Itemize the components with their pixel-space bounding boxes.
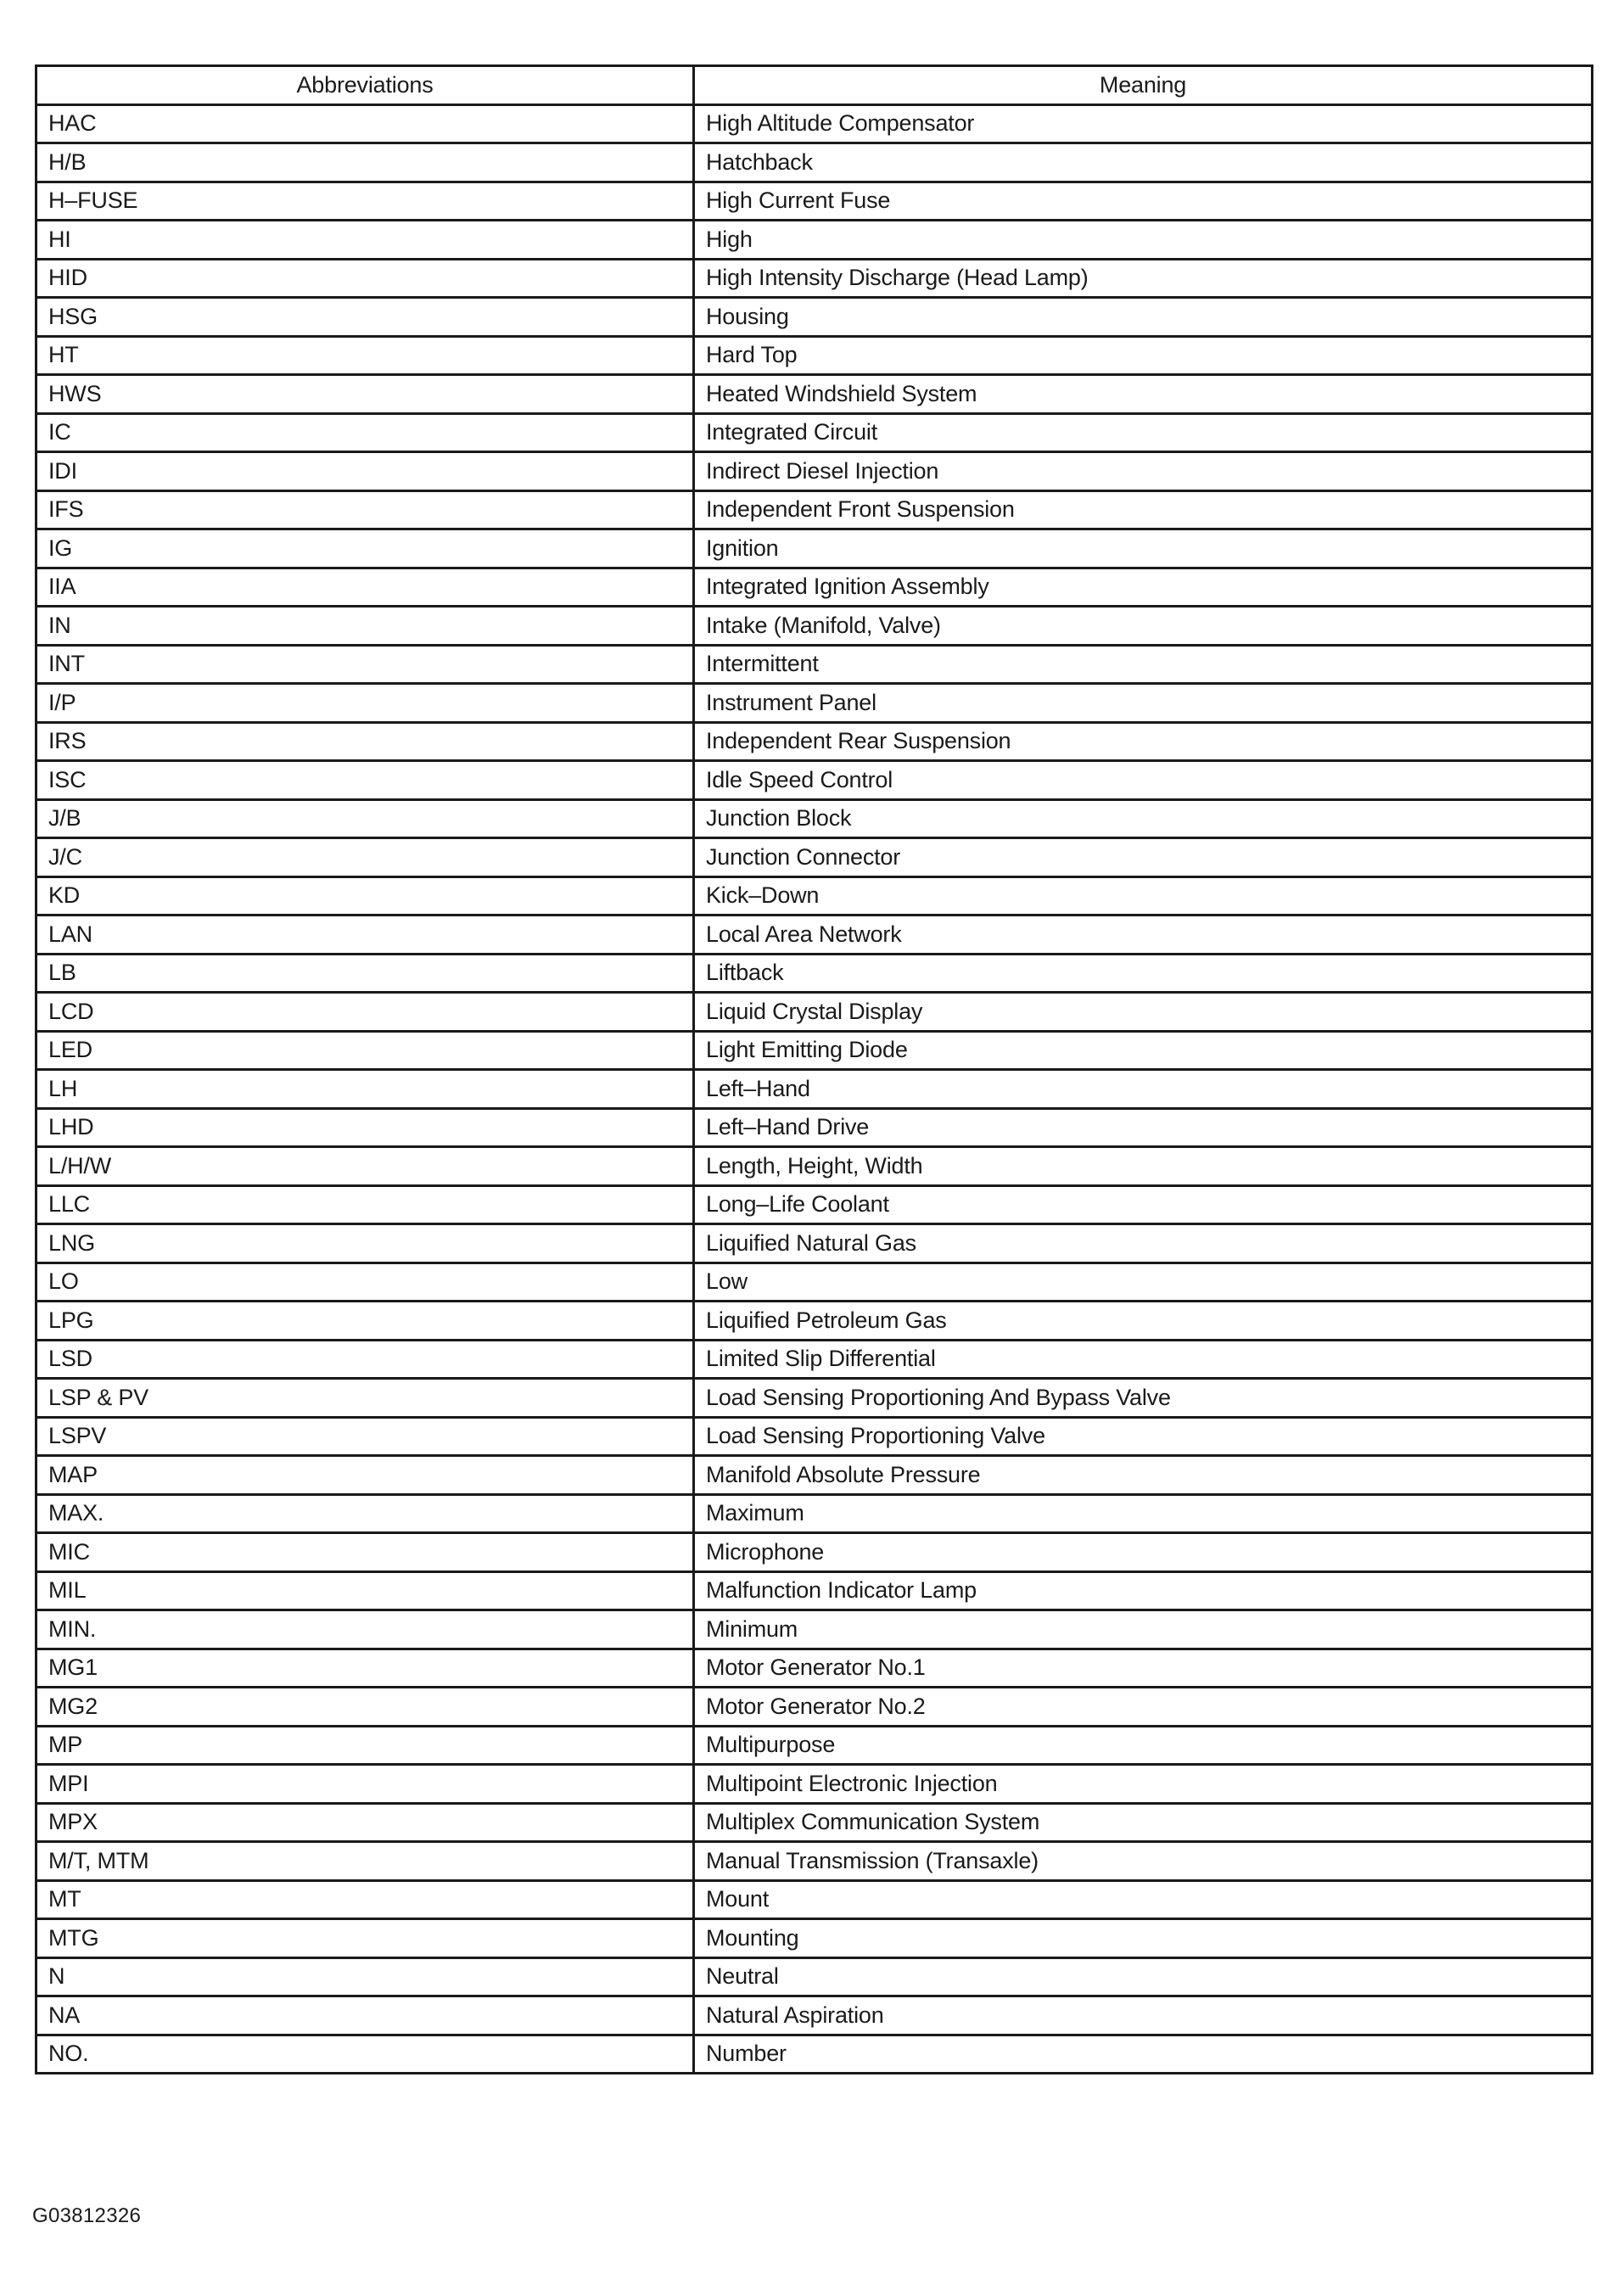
abbreviation-cell: H/B — [36, 143, 694, 182]
meaning-cell: Load Sensing Proportioning Valve — [694, 1417, 1593, 1456]
meaning-cell: Malfunction Indicator Lamp — [694, 1571, 1593, 1610]
meaning-cell: Liquified Petroleum Gas — [694, 1302, 1593, 1341]
abbreviation-cell: ISC — [36, 761, 694, 800]
abbreviation-cell: KD — [36, 876, 694, 915]
abbreviation-cell: INT — [36, 645, 694, 684]
table-header-row — [36, 66, 1593, 105]
meaning-cell: Independent Front Suspension — [694, 490, 1593, 529]
meaning-cell: Motor Generator No.2 — [694, 1688, 1593, 1727]
meaning-cell: Long–Life Coolant — [694, 1185, 1593, 1224]
table-row — [36, 1765, 1593, 1804]
abbreviation-cell: HSG — [36, 298, 694, 337]
meaning-cell: Natural Aspiration — [694, 1996, 1593, 2035]
meaning-cell: Idle Speed Control — [694, 761, 1593, 800]
table-body — [36, 104, 1593, 2074]
abbreviation-cell: IN — [36, 607, 694, 646]
meaning-cell: Liquid Crystal Display — [694, 993, 1593, 1032]
meaning-cell: Light Emitting Diode — [694, 1031, 1593, 1070]
table-row — [36, 799, 1593, 838]
meaning-cell: Junction Connector — [694, 838, 1593, 877]
table-row — [36, 490, 1593, 529]
column-header-meaning: Meaning — [694, 66, 1593, 105]
meaning-cell: Independent Rear Suspension — [694, 722, 1593, 761]
table-row — [36, 1340, 1593, 1379]
meaning-cell: Local Area Network — [694, 915, 1593, 955]
meaning-cell: Motor Generator No.1 — [694, 1649, 1593, 1688]
table-row — [36, 954, 1593, 993]
abbreviation-cell: J/B — [36, 799, 694, 838]
meaning-cell: Housing — [694, 298, 1593, 337]
table-row — [36, 182, 1593, 221]
meaning-cell: Left–Hand — [694, 1070, 1593, 1109]
table-row — [36, 761, 1593, 800]
table-row — [36, 1957, 1593, 1996]
meaning-cell: Integrated Ignition Assembly — [694, 568, 1593, 607]
table-row — [36, 298, 1593, 337]
table-row — [36, 221, 1593, 260]
abbreviation-cell: HI — [36, 221, 694, 260]
meaning-cell: Indirect Diesel Injection — [694, 452, 1593, 491]
table-row — [36, 568, 1593, 607]
abbreviation-cell: H–FUSE — [36, 182, 694, 221]
meaning-cell: High — [694, 221, 1593, 260]
meaning-cell: High Altitude Compensator — [694, 104, 1593, 143]
abbreviation-cell: MAP — [36, 1456, 694, 1495]
meaning-cell: Junction Block — [694, 799, 1593, 838]
meaning-cell: Multiplex Communication System — [694, 1803, 1593, 1842]
abbreviation-cell: MAX. — [36, 1494, 694, 1533]
abbreviation-cell: LCD — [36, 993, 694, 1032]
abbreviation-cell: LAN — [36, 915, 694, 955]
abbreviation-cell: MP — [36, 1726, 694, 1765]
meaning-cell: Left–Hand Drive — [694, 1108, 1593, 1147]
table-row — [36, 1494, 1593, 1533]
meaning-cell: Hard Top — [694, 336, 1593, 375]
table-row — [36, 1417, 1593, 1456]
abbreviation-cell: I/P — [36, 684, 694, 723]
table-row — [36, 1919, 1593, 1958]
meaning-cell: Liquified Natural Gas — [694, 1224, 1593, 1263]
abbreviation-cell: NO. — [36, 2035, 694, 2074]
table-row — [36, 1610, 1593, 1649]
table-row — [36, 1571, 1593, 1610]
abbreviation-cell: LSD — [36, 1340, 694, 1379]
table-row — [36, 838, 1593, 877]
column-header-abbreviations: Abbreviations — [36, 66, 694, 105]
abbreviation-cell: HID — [36, 259, 694, 298]
meaning-cell: Number — [694, 2035, 1593, 2074]
meaning-cell: Limited Slip Differential — [694, 1340, 1593, 1379]
table-row — [36, 1803, 1593, 1842]
abbreviation-cell: LPG — [36, 1302, 694, 1341]
meaning-cell: Mounting — [694, 1919, 1593, 1958]
table-row — [36, 1996, 1593, 2035]
table-row — [36, 876, 1593, 915]
table-row — [36, 722, 1593, 761]
table-row — [36, 259, 1593, 298]
abbreviation-cell: MPI — [36, 1765, 694, 1804]
abbreviation-cell: LSP & PV — [36, 1379, 694, 1418]
abbreviation-cell: HWS — [36, 375, 694, 414]
abbreviation-cell: LHD — [36, 1108, 694, 1147]
abbreviation-cell: L/H/W — [36, 1147, 694, 1186]
table-row — [36, 104, 1593, 143]
abbreviation-cell: LLC — [36, 1185, 694, 1224]
meaning-cell: High Current Fuse — [694, 182, 1593, 221]
abbreviation-cell: M/T, MTM — [36, 1842, 694, 1881]
meaning-cell: Manifold Absolute Pressure — [694, 1456, 1593, 1495]
meaning-cell: Heated Windshield System — [694, 375, 1593, 414]
table-row — [36, 1456, 1593, 1495]
table-row — [36, 452, 1593, 491]
meaning-cell: Microphone — [694, 1533, 1593, 1572]
meaning-cell: Low — [694, 1263, 1593, 1302]
meaning-cell: High Intensity Discharge (Head Lamp) — [694, 259, 1593, 298]
abbreviation-cell: MPX — [36, 1803, 694, 1842]
table-row — [36, 1649, 1593, 1688]
abbreviation-cell: MT — [36, 1880, 694, 1919]
abbreviation-cell: MG2 — [36, 1688, 694, 1727]
abbreviation-cell: IRS — [36, 722, 694, 761]
abbreviation-cell: MIN. — [36, 1610, 694, 1649]
table-row — [36, 1533, 1593, 1572]
table-row — [36, 1688, 1593, 1727]
abbreviation-cell: MTG — [36, 1919, 694, 1958]
table-row — [36, 1147, 1593, 1186]
table-row — [36, 1224, 1593, 1263]
abbreviation-cell: MIC — [36, 1533, 694, 1572]
table-row — [36, 645, 1593, 684]
meaning-cell: Multipurpose — [694, 1726, 1593, 1765]
meaning-cell: Minimum — [694, 1610, 1593, 1649]
figure-code: G03812326 — [32, 2204, 142, 2227]
meaning-cell: Neutral — [694, 1957, 1593, 1996]
table-row — [36, 915, 1593, 955]
meaning-cell: Liftback — [694, 954, 1593, 993]
abbreviation-cell: LB — [36, 954, 694, 993]
table-row — [36, 529, 1593, 568]
meaning-cell: Instrument Panel — [694, 684, 1593, 723]
abbreviation-cell: LNG — [36, 1224, 694, 1263]
meaning-cell: Integrated Circuit — [694, 413, 1593, 452]
abbreviations-table — [35, 64, 1593, 2074]
abbreviation-cell: IG — [36, 529, 694, 568]
table-row — [36, 684, 1593, 723]
table-row — [36, 1726, 1593, 1765]
table-row — [36, 1070, 1593, 1109]
meaning-cell: Multipoint Electronic Injection — [694, 1765, 1593, 1804]
table-row — [36, 1031, 1593, 1070]
abbreviation-cell: LED — [36, 1031, 694, 1070]
table-row — [36, 1842, 1593, 1881]
table-row — [36, 375, 1593, 414]
meaning-cell: Hatchback — [694, 143, 1593, 182]
meaning-cell: Kick–Down — [694, 876, 1593, 915]
table-row — [36, 1302, 1593, 1341]
table-row — [36, 607, 1593, 646]
table-row — [36, 143, 1593, 182]
meaning-cell: Ignition — [694, 529, 1593, 568]
table-row — [36, 1379, 1593, 1418]
table-row — [36, 1185, 1593, 1224]
table-row — [36, 1880, 1593, 1919]
meaning-cell: Mount — [694, 1880, 1593, 1919]
table-row — [36, 1263, 1593, 1302]
abbreviation-cell: NA — [36, 1996, 694, 2035]
abbreviation-cell: MG1 — [36, 1649, 694, 1688]
abbreviation-cell: IIA — [36, 568, 694, 607]
abbreviation-cell: J/C — [36, 838, 694, 877]
meaning-cell: Maximum — [694, 1494, 1593, 1533]
table-row — [36, 336, 1593, 375]
abbreviation-cell: LSPV — [36, 1417, 694, 1456]
abbreviation-cell: IDI — [36, 452, 694, 491]
meaning-cell: Load Sensing Proportioning And Bypass Valve — [694, 1379, 1593, 1418]
abbreviation-cell: LH — [36, 1070, 694, 1109]
abbreviation-cell: HT — [36, 336, 694, 375]
abbreviation-cell: IC — [36, 413, 694, 452]
abbreviation-cell: LO — [36, 1263, 694, 1302]
abbreviation-cell: IFS — [36, 490, 694, 529]
table-row — [36, 993, 1593, 1032]
abbreviation-cell: N — [36, 1957, 694, 1996]
table-row — [36, 1108, 1593, 1147]
meaning-cell: Manual Transmission (Transaxle) — [694, 1842, 1593, 1881]
meaning-cell: Intermittent — [694, 645, 1593, 684]
abbreviation-cell: MIL — [36, 1571, 694, 1610]
meaning-cell: Length, Height, Width — [694, 1147, 1593, 1186]
table-row — [36, 413, 1593, 452]
abbreviation-cell: HAC — [36, 104, 694, 143]
meaning-cell: Intake (Manifold, Valve) — [694, 607, 1593, 646]
table-row — [36, 2035, 1593, 2074]
